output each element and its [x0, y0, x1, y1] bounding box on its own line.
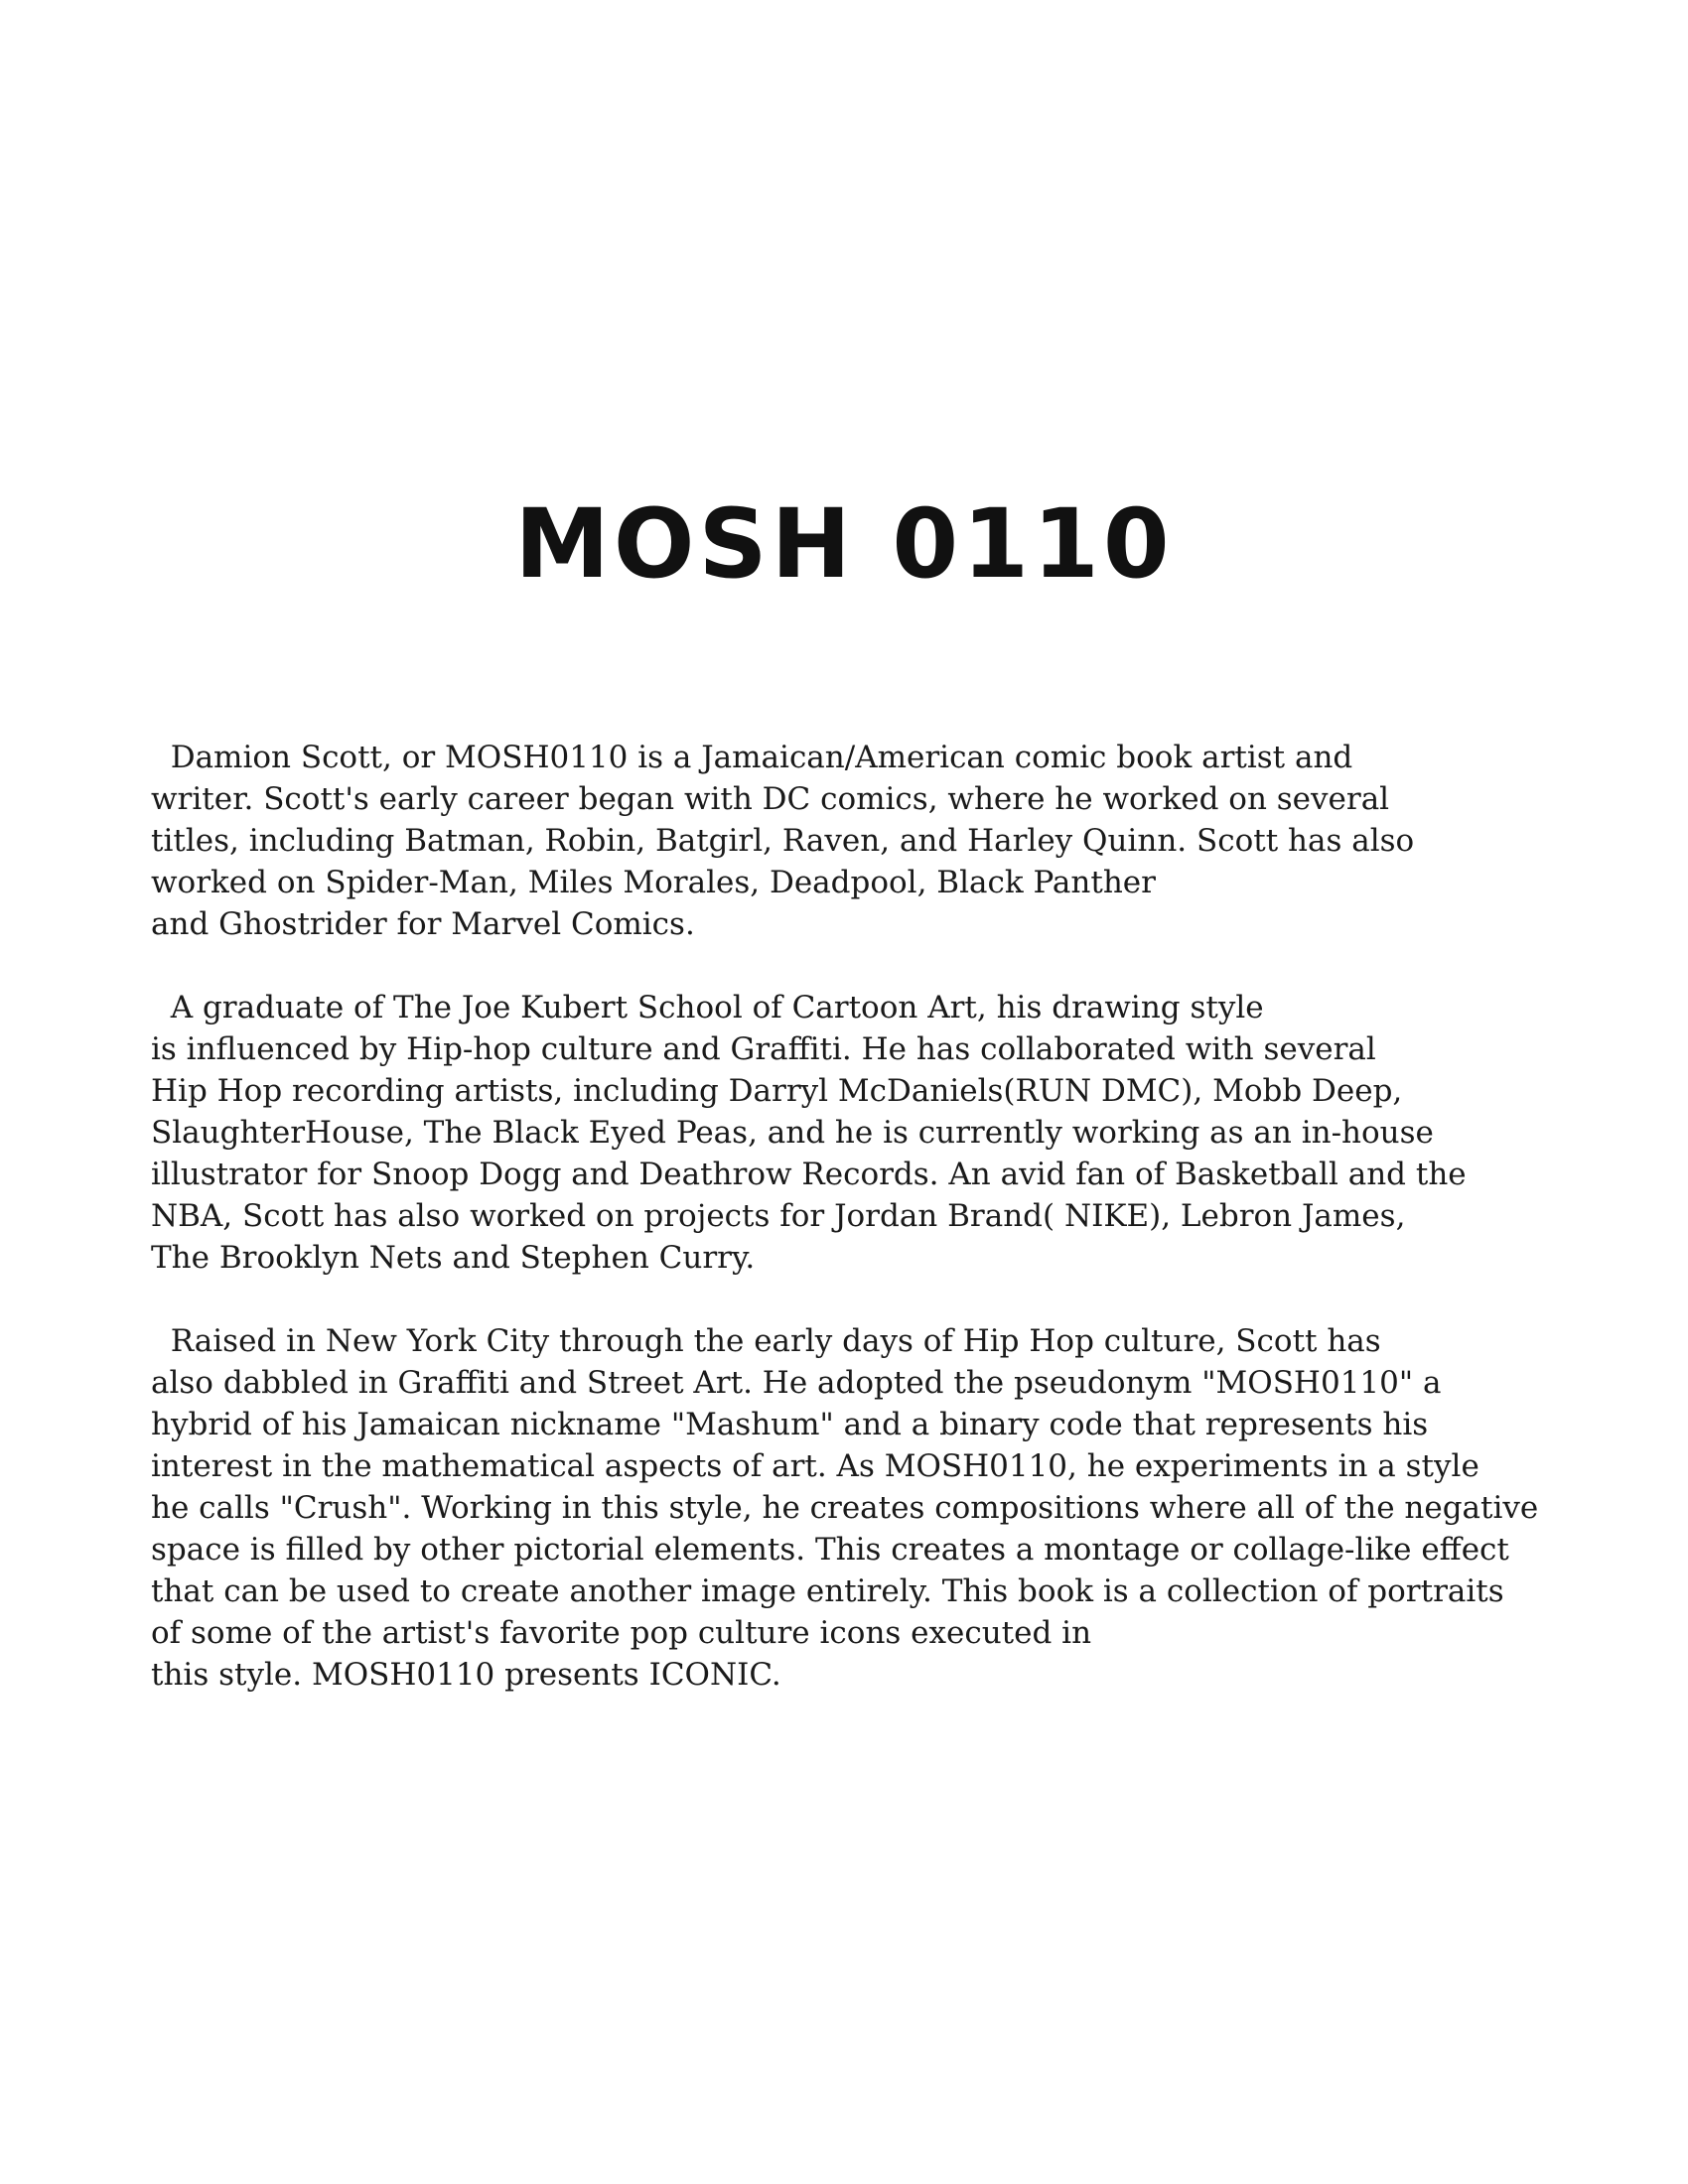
text-line: titles, including Batman, Robin, Batgirl, Raven, and Harley Quinn. Scott has also [151, 823, 1415, 859]
text-line: NBA, Scott has also worked on projects for Jordan Brand( NIKE), Lebron James, [151, 1198, 1406, 1234]
text-line: A graduate of The Joe Kubert School of Cartoon Art, his drawing style [151, 990, 1264, 1025]
biography-body [151, 737, 1581, 1737]
text-line: of some of the artist's favorite pop culture icons executed in [151, 1615, 1092, 1651]
text-line: also dabbled in Graffiti and Street Art. He adopted the pseudonym "MOSH0110" a [151, 1365, 1442, 1401]
text-line: space is filled by other pictorial elements. This creates a montage or collage-like effect [151, 1532, 1509, 1568]
text-line: The Brooklyn Nets and Stephen Curry. [151, 1240, 756, 1276]
text-line: interest in the mathematical aspects of art. As MOSH0110, he experiments in a style [151, 1448, 1479, 1484]
text-line: SlaughterHouse, The Black Eyed Peas, and he is currently working as an in-house [151, 1115, 1434, 1151]
paragraph-influences [151, 987, 1581, 1279]
paragraph-career [151, 737, 1581, 945]
text-line: hybrid of his Jamaican nickname "Mashum" and a binary code that represents his [151, 1407, 1429, 1442]
text-line: he calls "Crush". Working in this style, he creates compositions where all of the negative [151, 1490, 1539, 1526]
text-line: worked on Spider-Man, Miles Morales, Deadpool, Black Panther [151, 865, 1156, 900]
text-line: writer. Scott's early career began with DC comics, where he worked on several [151, 781, 1390, 817]
text-line: Hip Hop recording artists, including Darryl McDaniels(RUN DMC), Mobb Deep, [151, 1073, 1403, 1109]
text-line: Damion Scott, or MOSH0110 is a Jamaican/American comic book artist and [151, 740, 1353, 775]
page-title: MOSH 0110 [514, 488, 1174, 600]
text-line: and Ghostrider for Marvel Comics. [151, 906, 695, 942]
text-line: this style. MOSH0110 presents ICONIC. [151, 1657, 781, 1693]
text-line: that can be used to create another image entirely. This book is a collection of portraits [151, 1573, 1504, 1609]
text-line: illustrator for Snoop Dogg and Deathrow Records. An avid fan of Basketball and the [151, 1157, 1467, 1192]
paragraph-style [151, 1320, 1581, 1696]
text-line: Raised in New York City through the early days of Hip Hop culture, Scott has [151, 1323, 1381, 1359]
text-line: is influenced by Hip-hop culture and Graffiti. He has collaborated with several [151, 1031, 1376, 1067]
